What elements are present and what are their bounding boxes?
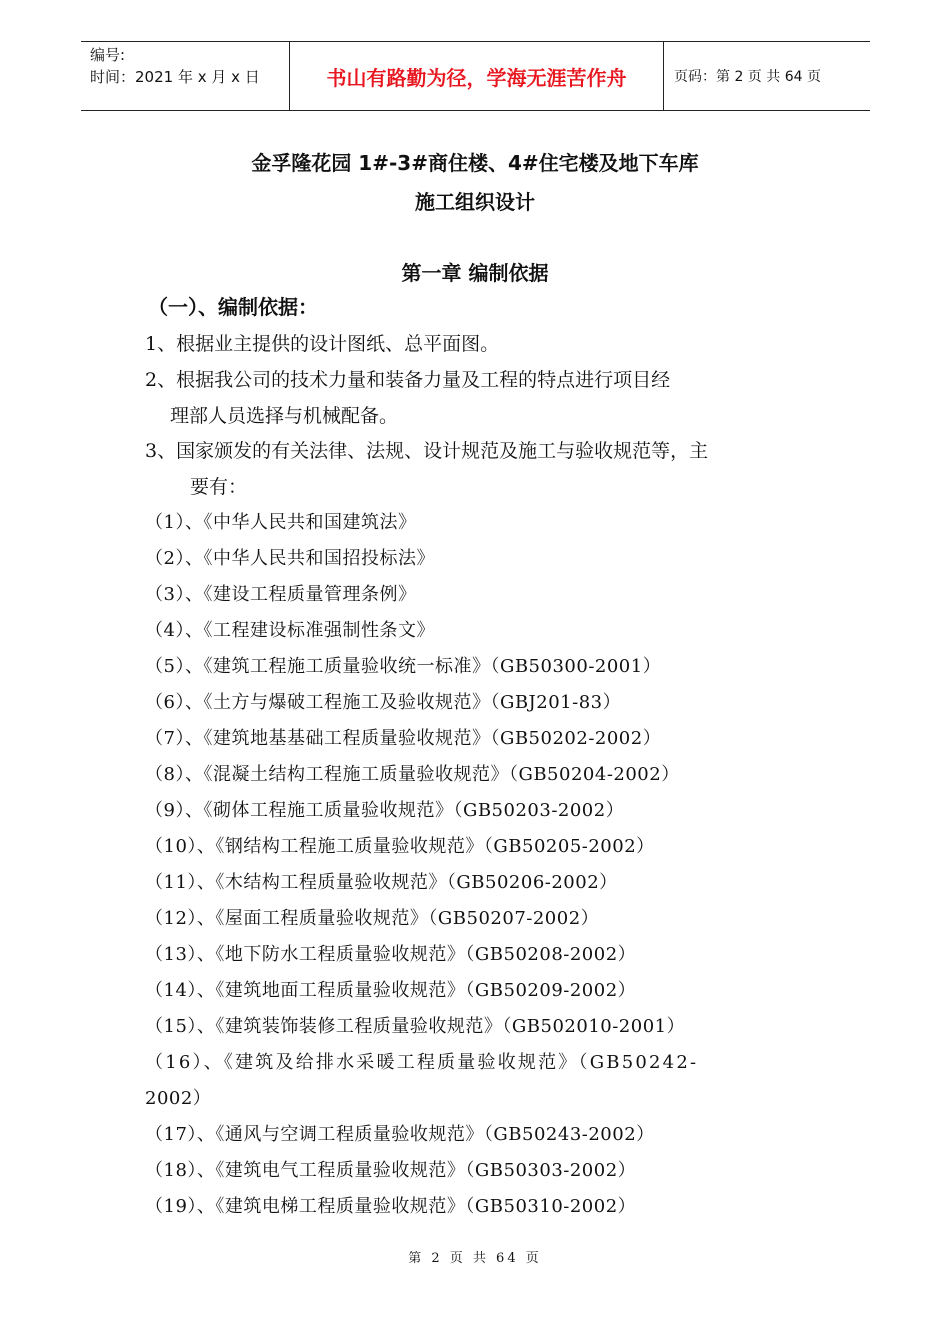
- paragraph: 3、国家颁发的有关法律、法规、设计规范及施工与验收规范等，主: [145, 440, 709, 462]
- list-item: （4）、《工程建设标准强制性条文》: [145, 620, 435, 641]
- motto-text: 书山有路勤为径，学海无涯苦作舟: [326, 65, 627, 90]
- list-item: （15）、《建筑装饰装修工程质量验收规范》（GB502010-2001）: [145, 1016, 686, 1037]
- list-item: （11）、《木结构工程质量验收规范》（GB50206-2002）: [145, 872, 618, 893]
- number-label: 编号:: [90, 46, 126, 64]
- list-item: （5）、《建筑工程施工质量验收统一标准》（GB50300-2001）: [145, 656, 662, 677]
- doc-title-line1: 金孚隆花园 1#-3#商住楼、4#住宅楼及地下车库: [251, 151, 699, 175]
- list-item: （8）、《混凝土结构工程施工质量验收规范》（GB50204-2002）: [145, 764, 680, 785]
- list-item: （3）、《建设工程质量管理条例》: [145, 584, 417, 605]
- doc-title-line2: 施工组织设计: [415, 190, 535, 214]
- list-item: （18）、《建筑电气工程质量验收规范》（GB50303-2002）: [145, 1160, 637, 1181]
- time-label: 时间：2021 年 x 月 x 日: [90, 68, 260, 86]
- paragraph: 1、根据业主提供的设计图纸、总平面图。: [145, 333, 500, 355]
- list-item: （14）、《建筑地面工程质量验收规范》（GB50209-2002）: [145, 980, 637, 1001]
- list-item: （7）、《建筑地基基础工程质量验收规范》（GB50202-2002）: [145, 728, 662, 749]
- paragraph: 要有：: [190, 476, 248, 498]
- list-item: （1）、《中华人民共和国建筑法》: [145, 512, 417, 533]
- list-item: （19）、《建筑电梯工程质量验收规范》（GB50310-2002）: [145, 1196, 637, 1217]
- list-item: （12）、《屋面工程质量验收规范》（GB50207-2002）: [145, 908, 600, 929]
- page-header: [81, 41, 870, 111]
- page-footer: 第 2 页 共 64 页: [408, 1251, 542, 1266]
- header-page-info: [664, 42, 870, 110]
- header-motto: [289, 42, 664, 110]
- paragraph: 理部人员选择与机械配备。: [170, 405, 399, 427]
- chapter-heading: 第一章 编制依据: [401, 261, 549, 285]
- header-meta: [81, 42, 289, 110]
- list-item: （9）、《砌体工程施工质量验收规范》（GB50203-2002）: [145, 800, 625, 821]
- list-item: （10）、《钢结构工程施工质量验收规范》（GB50205-2002）: [145, 836, 655, 857]
- paragraph: 2、根据我公司的技术力量和装备力量及工程的特点进行项目经: [145, 369, 671, 391]
- list-item: （17）、《通风与空调工程质量验收规范》（GB50243-2002）: [145, 1124, 655, 1145]
- list-item: （13）、《地下防水工程质量验收规范》（GB50208-2002）: [145, 944, 637, 965]
- section-heading: （一）、编制依据：: [148, 295, 318, 319]
- list-item: （2）、《中华人民共和国招投标法》: [145, 548, 435, 569]
- list-item: （6）、《土方与爆破工程施工及验收规范》（GBJ201-83）: [145, 692, 622, 713]
- page-info-text: 页码：第 2 页 共 64 页: [674, 69, 821, 85]
- list-item: （16）、《建筑及给排水采暖工程质量验收规范》（GB50242-: [145, 1052, 699, 1073]
- list-item: 2002）: [145, 1088, 212, 1109]
